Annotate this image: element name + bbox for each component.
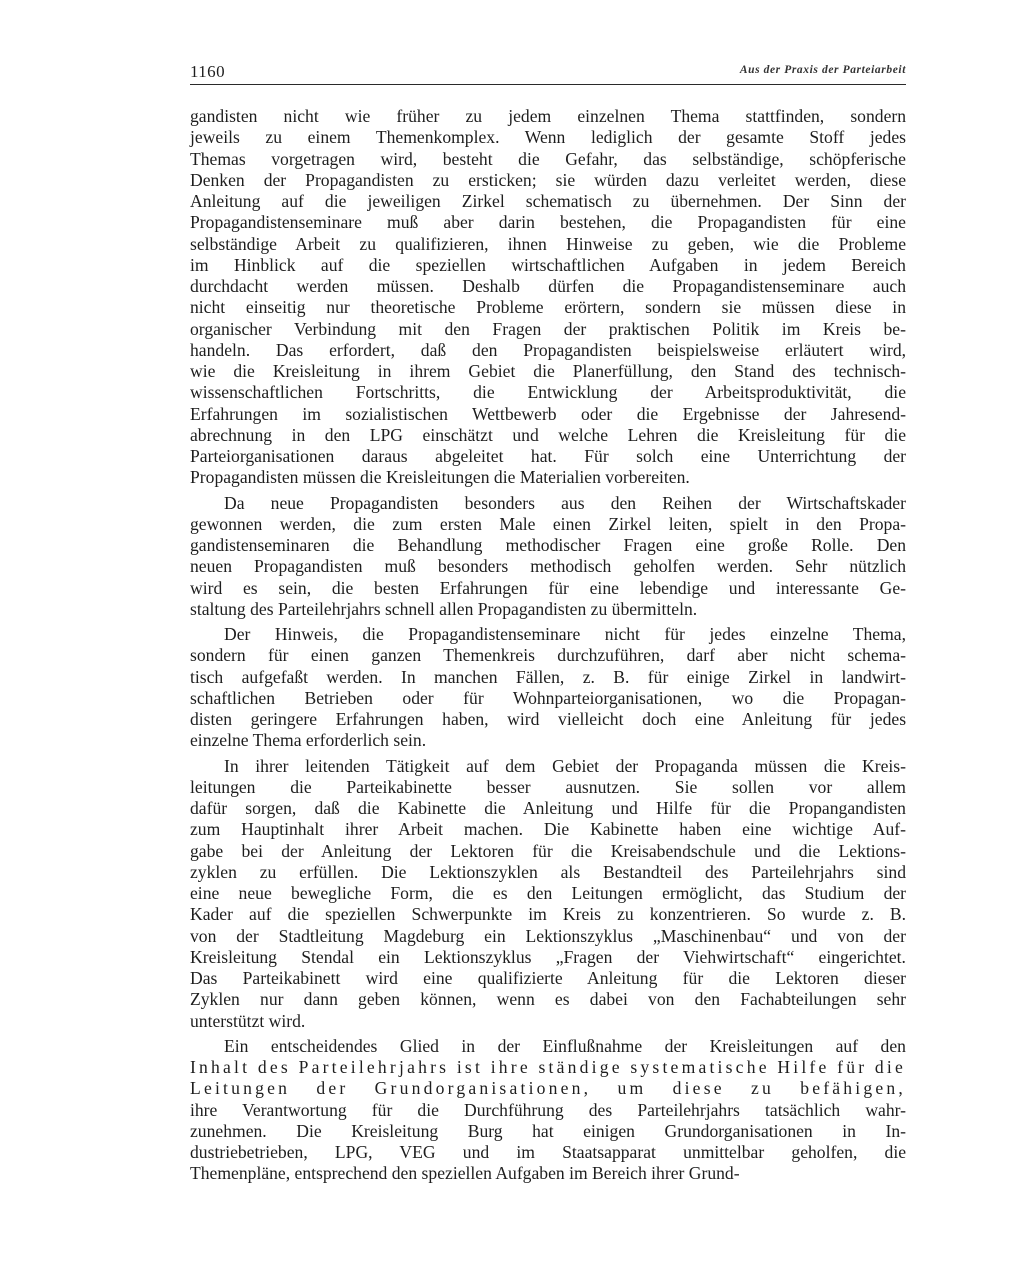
paragraph xyxy=(190,624,906,752)
text-line: Da neue Propagandisten besonders aus den Reihen der Wirtschaftskader xyxy=(224,492,906,513)
text-line: nicht einseitig nur theoretische Probleme erörtern, sondern sie müssen diese in xyxy=(190,297,906,318)
text-line: Inhalt des Parteilehrjahrs ist ihre ständige systematische Hilfe für die xyxy=(190,1057,907,1077)
text-line: selbständige Arbeit zu qualifizieren, ihnen Hinweise zu geben, wie die Probleme xyxy=(190,233,907,254)
text-line: Parteiorganisationen daraus abgeleitet hat. Für solch eine Unterrichtung der xyxy=(190,446,907,466)
text-line: handeln. Das erfordert, daß den Propagandisten beispielsweise erläutert wird, xyxy=(190,339,907,360)
text-line: durchdacht werden müssen. Deshalb dürfen die Propagandistenseminare auch xyxy=(190,276,907,296)
text-line: neuen Propagandisten muß besonders methodisch geholfen werden. Sehr nützlich xyxy=(190,556,907,577)
text-line: Ein entscheidendes Glied in der Einflußnahme der Kreisleitungen auf den xyxy=(224,1035,906,1056)
paragraph xyxy=(190,756,906,1032)
text-line: gewonnen werden, die zum ersten Male einen Zirkel leiten, spielt in den Propa- xyxy=(190,513,907,534)
page-header xyxy=(190,62,906,82)
text-line: wissenschaftlichen Fortschritts, die Entwicklung der Arbeitsproduktivität, die xyxy=(190,382,907,403)
text-line: im Hinblick auf die speziellen wirtschaftlichen Aufgaben in jedem Bereich xyxy=(190,254,906,275)
text-line: zunehmen. Die Kreisleitung Burg hat einigen Grundorganisationen in In- xyxy=(190,1120,907,1141)
text-line: Themas vorgetragen wird, besteht die Gefahr, das selbständige, schöpferische xyxy=(190,148,906,169)
text-line: In ihrer leitenden Tätigkeit auf dem Gebiet der Propaganda müssen die Kreis- xyxy=(224,755,906,776)
paragraph xyxy=(190,493,906,621)
text-line: Themenpläne, entsprechend den speziellen Aufgaben im Bereich ihrer Grund- xyxy=(190,1163,740,1184)
text-line: Denken der Propagandisten zu ersticken; sie würden dazu verleitet werden, diese xyxy=(190,169,907,190)
text-line: Das Parteikabinett wird eine qualifizierte Anleitung für die Lektoren dieser xyxy=(190,968,907,988)
text-line: staltung des Parteilehrjahrs schnell allen Propagandisten zu übermitteln. xyxy=(190,598,698,619)
text-line: Zyklen nur dann geben können, wenn es dabei von den Fachabteilungen sehr xyxy=(190,989,907,1010)
text-line: Kader auf die speziellen Schwerpunkte im Kreis zu konzentrieren. So wurde z. B. xyxy=(190,904,907,925)
text-line: Erfahrungen im sozialistischen Wettbewerb oder die Ergebnisse der Jahresend- xyxy=(190,403,907,424)
text-line: abrechnung in den LPG einschätzt und welche Lehren die Kreisleitung für die xyxy=(190,424,907,445)
text-line: eine neue bewegliche Form, die es den Leitungen ermöglicht, das Studium der xyxy=(190,883,907,903)
text-line: Kreisleitung Stendal ein Lektionszyklus „Fragen der Viehwirtschaft“ eingerichtet. xyxy=(190,946,906,967)
text-line: disten geringere Erfahrungen haben, wird vielleicht doch eine Anleitung für jedes xyxy=(190,709,907,729)
text-line: wird es sein, die besten Erfahrungen für eine lebendige und interessante Ge- xyxy=(190,577,907,598)
header-rule xyxy=(190,84,906,85)
article-body xyxy=(190,106,906,1185)
text-line: von der Stadtleitung Magdeburg ein Lektionszyklus „Maschinenbau“ und von der xyxy=(190,925,906,946)
text-line: dustriebetrieben, LPG, VEG und im Staatsapparat unmittelbar geholfen, die xyxy=(190,1142,907,1162)
text-line: dafür sorgen, daß die Kabinette die Anleitung und Hilfe für die Propangandisten xyxy=(190,798,906,818)
text-line: gabe bei der Anleitung der Lektoren für die Kreisabendschule und die Lektions- xyxy=(190,840,906,861)
paragraph xyxy=(190,1036,906,1185)
text-line: einzelne Thema erforderlich sein. xyxy=(190,730,427,751)
text-line: wie die Kreisleitung in ihrem Gebiet die Planerfüllung, den Stand des technisch- xyxy=(190,361,907,381)
text-line: Leitungen der Grundorganisationen, um diese zu befähigen, xyxy=(190,1078,906,1099)
text-line: Propagandisten müssen die Kreisleitungen die Materialien vorbereiten. xyxy=(190,467,690,488)
text-line: zum Hauptinhalt ihrer Arbeit machen. Die Kabinette haben eine wichtige Auf- xyxy=(190,819,906,840)
text-line: Propagandistenseminare muß aber darin bestehen, die Propagandisten für eine xyxy=(190,212,906,233)
text-line: jeweils zu einem Themenkomplex. Wenn lediglich der gesamte Stoff jedes xyxy=(190,127,906,148)
text-line: ihre Verantwortung für die Durchführung des Parteilehrjahrs tatsächlich wahr- xyxy=(190,1099,907,1120)
text-line: unterstützt wird. xyxy=(190,1010,306,1031)
text-line: leitungen die Parteikabinette besser ausnutzen. Sie sollen vor allem xyxy=(190,776,906,797)
page-number: 1160 xyxy=(190,62,225,81)
text-line: sondern für einen ganzen Themenkreis durchzuführen, darf aber nicht schema- xyxy=(190,645,906,666)
text-line: gandisten nicht wie früher zu jedem einzelnen Thema stattfinden, sondern xyxy=(190,106,907,126)
paragraph xyxy=(190,106,906,489)
text-line: schaftlichen Betrieben oder für Wohnparteiorganisationen, wo die Propagan- xyxy=(190,687,907,708)
text-line: tisch aufgefaßt werden. In manchen Fällen, z. B. für einige Zirkel in landwirt- xyxy=(190,666,907,687)
text-line: Anleitung auf die jeweiligen Zirkel schematisch zu übernehmen. Der Sinn der xyxy=(190,191,907,211)
text-line: gandistenseminaren die Behandlung methodischer Fragen eine große Rolle. Den xyxy=(190,535,907,555)
text-line: organischer Verbindung mit den Fragen der praktischen Politik im Kreis be- xyxy=(190,318,906,339)
running-head: Aus der Praxis der Parteiarbeit xyxy=(739,64,906,76)
text-line: Der Hinweis, die Propagandistenseminare nicht für jedes einzelne Thema, xyxy=(224,624,907,644)
text-line: zyklen zu erfüllen. Die Lektionszyklen als Bestandteil des Parteilehrjahrs sind xyxy=(190,861,907,882)
